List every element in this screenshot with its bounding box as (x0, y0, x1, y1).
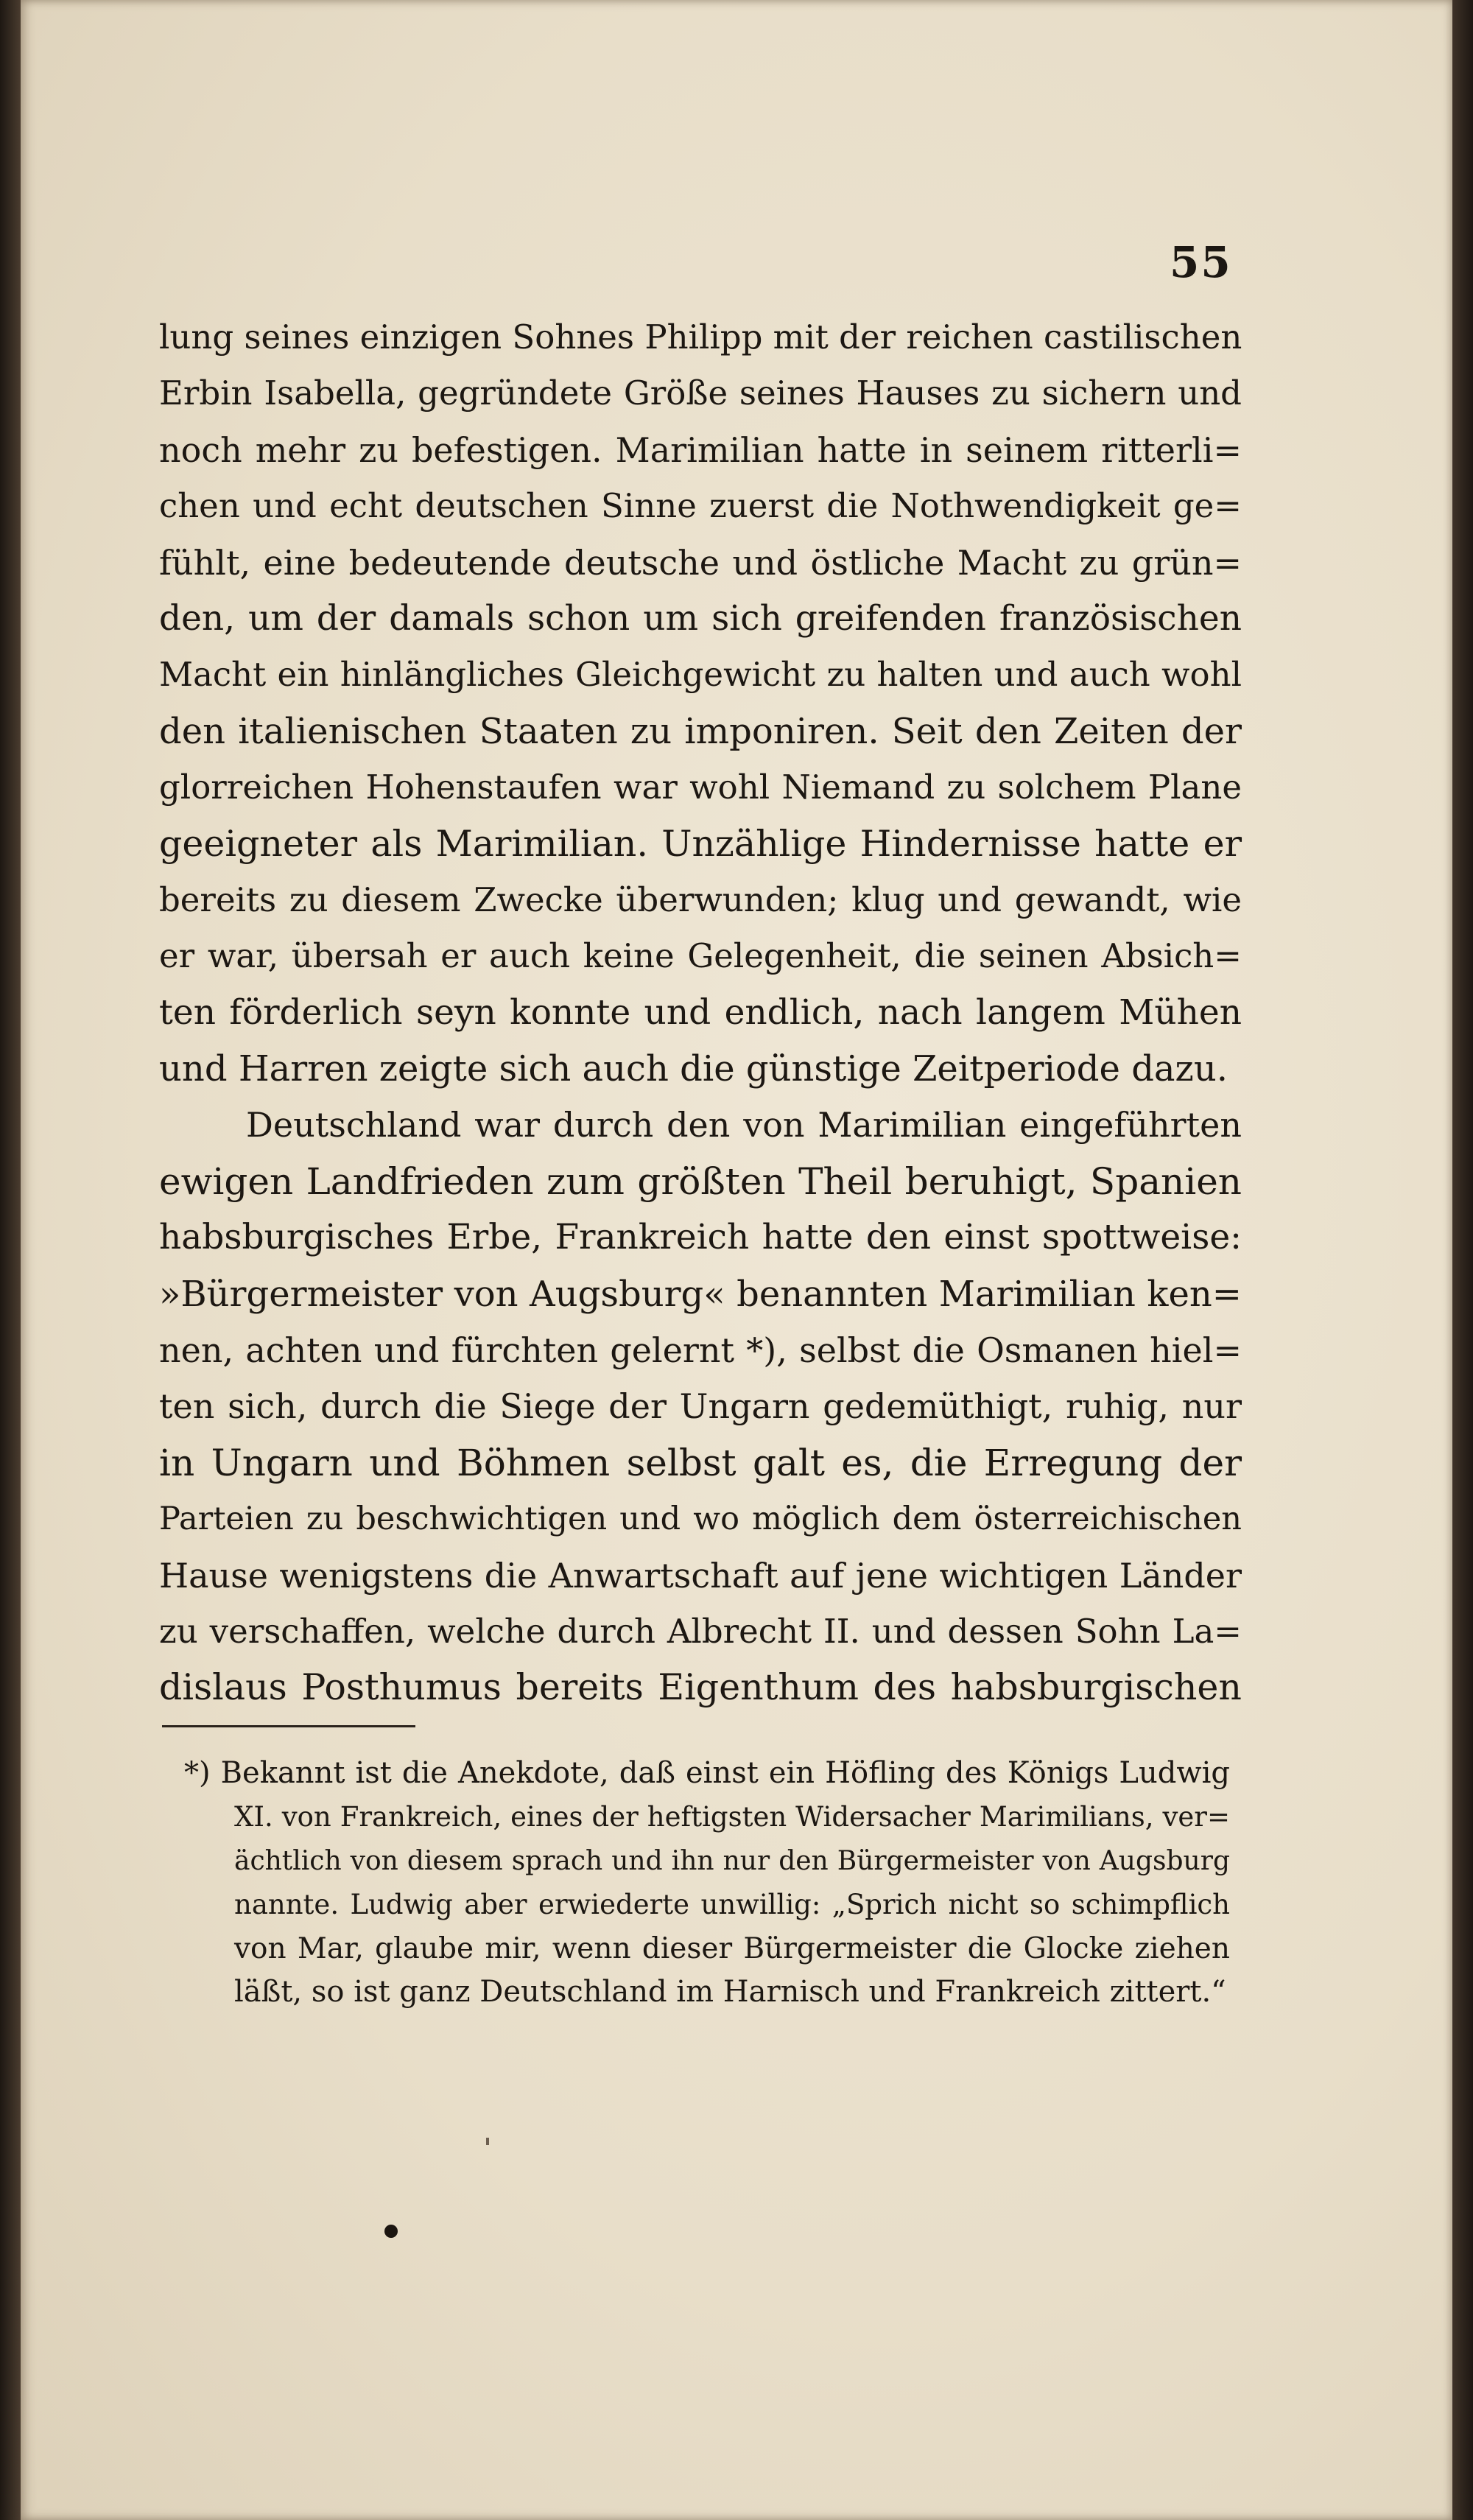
text-line: fühlt, eine bedeutende deutsche und östliche Macht zu grün= (159, 542, 1242, 583)
ink-spot (384, 2225, 398, 2238)
text-line: glorreichen Hohenstaufen war wohl Niemand zu solchem Plane (159, 768, 1242, 807)
footnote-divider (162, 1725, 415, 1727)
text-line: ten förderlich seyn konnte und endlich, nach langem Mühen (159, 991, 1242, 1033)
text-line: dislaus Posthumus bereits Eigenthum des habsburgischen (159, 1666, 1242, 1709)
text-line: bereits zu diesem Zwecke überwunden; klug und gewandt, wie (159, 880, 1242, 919)
paragraph-end-line: und Harren zeigte sich auch die günstige Zeitperiode dazu. (159, 1048, 1228, 1090)
text-line: habsburgisches Erbe, Frankreich hatte den einst spottweise: (159, 1217, 1242, 1258)
paragraph-start-line: Deutschland war durch den von Marimilian eingeführten (246, 1105, 1242, 1145)
footnote-line: *) Bekannt ist die Anekdote, daß einst ein Höfling des Königs Ludwig (184, 1756, 1230, 1790)
footnote-line: von Mar, glaube mir, wenn dieser Bürgermeister die Glocke ziehen (234, 1931, 1230, 1965)
text-line: in Ungarn und Böhmen selbst galt es, die Erregung der (159, 1441, 1242, 1484)
text-line: Macht ein hinlängliches Gleichgewicht zu halten und auch wohl (159, 655, 1242, 695)
text-line: chen und echt deutschen Sinne zuerst die Nothwendigkeit ge= (159, 486, 1242, 526)
text-line: zu verschaffen, welche durch Albrecht II. und dessen Sohn La= (159, 1611, 1242, 1651)
book-edge-right (1452, 0, 1473, 2520)
main-text-block (159, 309, 1242, 1716)
footnote-block (184, 1752, 1230, 2014)
footnote-line: läßt, so ist ganz Deutschland im Harnisch und Frankreich zittert.“ (234, 1974, 1226, 2009)
text-line: er war, übersah er auch keine Gelegenheit, die seinen Absich= (159, 936, 1242, 976)
paper-blemish (486, 2138, 489, 2145)
text-line: nen, achten und fürchten gelernt *), selbst die Osmanen hiel= (159, 1330, 1242, 1371)
footnote-line: ächtlich von diesem sprach und ihn nur den Bürgermeister von Augsburg (234, 1845, 1230, 1876)
footnote-line: nannte. Ludwig aber erwiederte unwillig: „Sprich nicht so schimpflich (234, 1889, 1230, 1921)
text-line: Erbin Isabella, gegründete Größe seines Hauses zu sichern und (159, 373, 1242, 413)
text-line: ten sich, durch die Siege der Ungarn gedemüthigt, ruhig, nur (159, 1386, 1242, 1427)
text-line: Parteien zu beschwichtigen und wo möglich dem österreichischen (159, 1501, 1242, 1538)
text-line: Hause wenigstens die Anwartschaft auf jene wichtigen Länder (159, 1555, 1242, 1596)
text-line: den italienischen Staaten zu imponiren. Seit den Zeiten der (159, 710, 1242, 752)
text-line: den, um der damals schon um sich greifenden französischen (159, 597, 1242, 639)
text-line: ewigen Landfrieden zum größten Theil beruhigt, Spanien (159, 1159, 1242, 1203)
text-line: geeigneter als Marimilian. Unzählige Hindernisse hatte er (159, 822, 1242, 865)
text-line: noch mehr zu befestigen. Marimilian hatte in seinem ritterli= (159, 429, 1242, 470)
page-number: 55 (1170, 237, 1232, 287)
book-page (21, 0, 1452, 2520)
text-line: lung seines einzigen Sohnes Philipp mit der reichen castilischen (159, 317, 1242, 357)
text-line: »Bürgermeister von Augsburg« benannten Marimilian ken= (159, 1273, 1242, 1315)
book-spine-left (0, 0, 21, 2520)
footnote-line: XI. von Frankreich, eines der heftigsten Widersacher Marimilians, ver= (234, 1801, 1230, 1833)
